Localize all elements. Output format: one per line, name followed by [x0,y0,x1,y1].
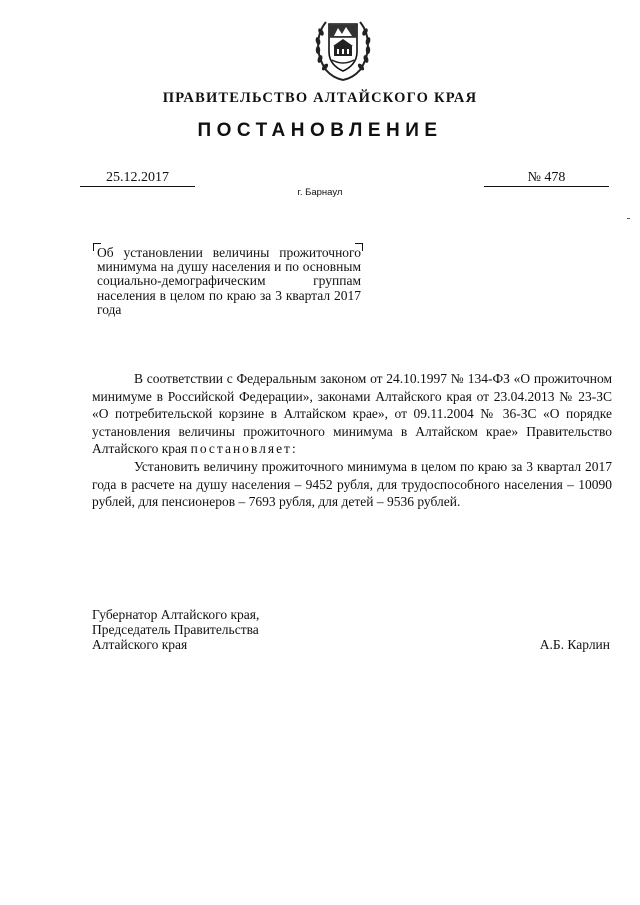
signatory-name: А.Б. Карлин [539,637,610,652]
signatory-position-line-3: Алтайского края [92,637,188,652]
body-paragraph-1 [92,370,612,458]
document-type-title: ПОСТАНОВЛЕНИЕ [197,120,443,141]
signatory-position-line-2: Председатель Правительства [92,622,259,637]
altai-krai-coat-of-arms-icon [312,14,374,82]
document-subject: Об установлении величины прожиточного минимума на душу населения и по основным социально-демографическим группам населения в целом по краю за 3 квартал 2017 года [97,245,361,317]
body-paragraph-2: Установить величину прожиточного минимума в целом по краю за 3 квартал 2017 года в расчете на душу населения – 9452 рубля, для трудоспособного населения – 10090 рублей, для пенсионеров – 7693 рубля, для детей – 9536 рублей. [92,458,612,510]
signatory-position [92,607,352,652]
document-date: 25.12.2017 [80,169,195,187]
government-title: ПРАВИТЕЛЬСТВО АЛТАЙСКОГО КРАЯ [162,90,478,106]
margin-mark [627,218,630,219]
signatory-position-line-1: Губернатор Алтайского края, [92,607,260,622]
decree-word: постановляет: [190,441,298,457]
document-city: г. Барнаул [297,187,343,198]
body-paragraph-1-text: В соответствии с Федеральным законом от 24.10.1997 № 134-ФЗ «О прожиточном минимуме в Российской Федерации», законами Алтайского края от 23.04.2013 № 23-ЗС «О потребительской корзине в Алтайском крае», от 09.11.2004 № 36-ЗС «О порядке установления величины прожиточного минимума в Алтайском крае» Правительство Алтайского края [92,371,612,457]
document-body [92,370,612,511]
document-number: № 478 [484,169,609,187]
